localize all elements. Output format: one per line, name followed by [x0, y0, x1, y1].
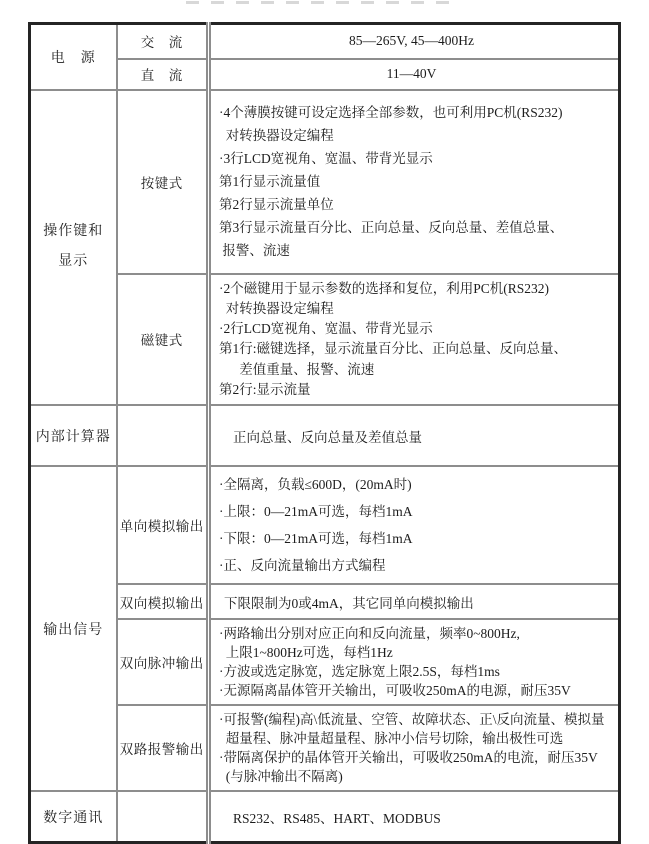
magnetic-type-label: 磁键式 — [117, 274, 209, 406]
power-label: 电 源 — [30, 24, 117, 90]
power-dc-label: 直 流 — [117, 59, 209, 90]
row-output-analog-single — [30, 466, 620, 584]
row-power-ac — [30, 24, 620, 59]
pulse-dual-label: 双向脉冲输出 — [117, 619, 209, 705]
button-type-label: 按键式 — [117, 90, 209, 274]
row-power-dc — [30, 59, 620, 90]
button-type-description: ·4个薄膜按键可设定选择全部参数，也可利用PC机(RS232) 对转换器设定编程 ·3行LCD宽视角、宽温、带背光显示 第1行显示流量值 第2行显示流量单位 第3行显示流量百分比、正向总量、反向总量、差值总量、 报警、流速 — [209, 90, 620, 274]
alarm-dual-label: 双路报警输出 — [117, 705, 209, 791]
communication-value: RS232、RS485、HART、MODBUS — [209, 791, 620, 842]
calculator-label: 内部计算器 — [30, 405, 117, 466]
row-output-pulse-dual — [30, 619, 620, 705]
row-communication — [30, 791, 620, 842]
spec-table — [28, 22, 621, 844]
analog-single-description: ·全隔离，负载≤600D，(20mA时) ·上限：0—21mA可选，每档1mA ·下限：0—21mA可选，每档1mA ·正、反向流量输出方式编程 — [209, 466, 620, 584]
power-ac-value: 85—265V, 45—400Hz — [209, 24, 620, 59]
row-calculator — [30, 405, 620, 466]
power-ac-label: 交 流 — [117, 24, 209, 59]
power-dc-value: 11—40V — [209, 59, 620, 90]
communication-label: 数字通讯 — [30, 791, 117, 842]
row-operation-button — [30, 90, 620, 274]
output-label: 输出信号 — [30, 466, 117, 791]
analog-dual-label: 双向模拟输出 — [117, 584, 209, 619]
row-output-analog-dual — [30, 584, 620, 619]
calculator-empty-cell — [117, 405, 209, 466]
alarm-dual-description: ·可报警(编程)高\低流量、空管、故障状态、正\反向流量、模拟量 超量程、脉冲量超量程、脉冲小信号切除，输出极性可选 ·带隔离保护的晶体管开关输出，可吸收250mA的电流，耐压35V (与脉冲输出不隔离) — [209, 705, 620, 791]
row-operation-magnetic — [30, 274, 620, 406]
communication-empty-cell — [117, 791, 209, 842]
analog-single-label: 单向模拟输出 — [117, 466, 209, 584]
magnetic-type-description: ·2个磁键用于显示参数的选择和复位，利用PC机(RS232) 对转换器设定编程 ·2行LCD宽视角、宽温、带背光显示 第1行:磁键选择，显示流量百分比、正向总量、反向总量、 差值重量、报警、流速 第2行:显示流量 — [209, 274, 620, 406]
analog-dual-value: 下限限制为0或4mA，其它同单向模拟输出 — [209, 584, 620, 619]
operation-label: 操作键和 显示 — [30, 90, 117, 406]
calculator-value: 正向总量、反向总量及差值总量 — [209, 405, 620, 466]
row-output-alarm-dual — [30, 705, 620, 791]
pulse-dual-description: ·两路输出分别对应正向和反向流量，频率0~800Hz, 上限1~800Hz可选，每档1Hz ·方波或选定脉宽，选定脉宽上限2.5S，每档1ms ·无源隔离晶体管开关输出，可吸收250mA的电源，耐压35V — [209, 619, 620, 705]
clipped-top-text — [186, 1, 454, 4]
